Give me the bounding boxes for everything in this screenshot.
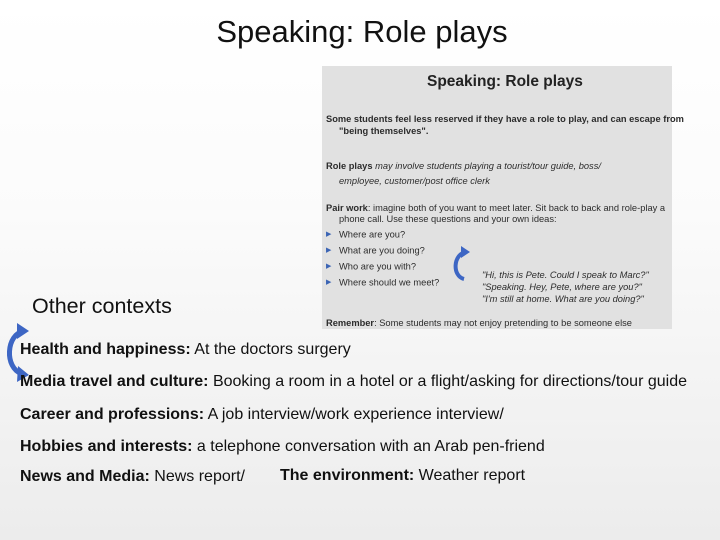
triangle-bullet-icon: ▶	[326, 246, 332, 254]
context-label: Career and professions:	[20, 406, 205, 423]
triangle-bullet-icon: ▶	[326, 278, 332, 286]
embedded-roleplays-line1	[326, 160, 601, 172]
context-text: Weather report	[414, 467, 526, 484]
embedded-roleplays-label: Role plays	[326, 161, 373, 171]
embedded-intro-line1: Some students feel less reserved if they have a role to play, and can escape from	[326, 114, 684, 124]
list-item	[326, 259, 439, 275]
list-item	[326, 243, 439, 259]
list-item	[326, 227, 439, 243]
embedded-question-list	[326, 227, 439, 290]
embedded-slide-image	[322, 66, 684, 329]
slide-title: Speaking: Role plays	[216, 14, 508, 49]
question-text: Where are you?	[339, 229, 406, 240]
context-label: Health and happiness:	[20, 341, 191, 358]
context-news-media	[20, 468, 245, 486]
dialogue-line: "I'm still at home. What are you doing?"	[482, 294, 644, 304]
embedded-pairwork-line2: phone call. Use these questions and your own ideas:	[339, 214, 557, 224]
embedded-dialogue	[482, 269, 649, 305]
dialogue-line: "Hi, this is Pete. Could I speak to Marc?"	[482, 270, 649, 280]
context-label: Media travel and culture:	[20, 373, 209, 390]
context-text: a telephone conversation with an Arab pen-friend	[192, 438, 545, 455]
context-hobbies	[20, 438, 545, 456]
question-text: Who are you with?	[339, 260, 416, 271]
embedded-pairwork-label: Pair work	[326, 203, 368, 213]
embedded-remember-label: Remember	[326, 318, 375, 328]
context-environment	[280, 467, 525, 485]
context-health	[20, 341, 351, 359]
embedded-title: Speaking: Role plays	[427, 73, 583, 90]
list-item	[326, 275, 439, 291]
context-career	[20, 406, 504, 424]
embedded-remember	[326, 317, 632, 329]
dialogue-line: "Speaking. Hey, Pete, where are you?"	[482, 282, 642, 292]
embedded-roleplays-line2: employee, customer/post office clerk	[339, 176, 490, 186]
context-label: News and Media:	[20, 468, 150, 485]
context-text: At the doctors surgery	[190, 341, 351, 358]
question-text: Where should we meet?	[339, 276, 440, 287]
embedded-roleplays-text: may involve students playing a tourist/tour guide, boss/	[372, 161, 601, 171]
triangle-bullet-icon: ▶	[326, 262, 332, 270]
embedded-pairwork-text: : imagine both of you want to meet later. Sit back to back and role-play a	[367, 203, 666, 213]
context-label: The environment:	[280, 467, 415, 484]
triangle-bullet-icon: ▶	[326, 231, 332, 238]
embedded-remember-text: : Some students may not enjoy pretending to be someone else	[374, 318, 632, 328]
context-media-travel	[20, 373, 687, 391]
question-text: What are you doing?	[339, 245, 425, 256]
curved-arrow-icon	[449, 246, 471, 286]
other-contexts-heading: Other contexts	[32, 294, 172, 318]
context-text: Booking a room in a hotel or a flight/asking for directions/tour guide	[208, 373, 687, 390]
embedded-intro-line2: "being themselves".	[339, 126, 429, 136]
context-label: Hobbies and interests:	[20, 438, 193, 455]
context-text: A job interview/work experience interview/	[204, 406, 504, 423]
context-text: News report/	[149, 468, 245, 485]
